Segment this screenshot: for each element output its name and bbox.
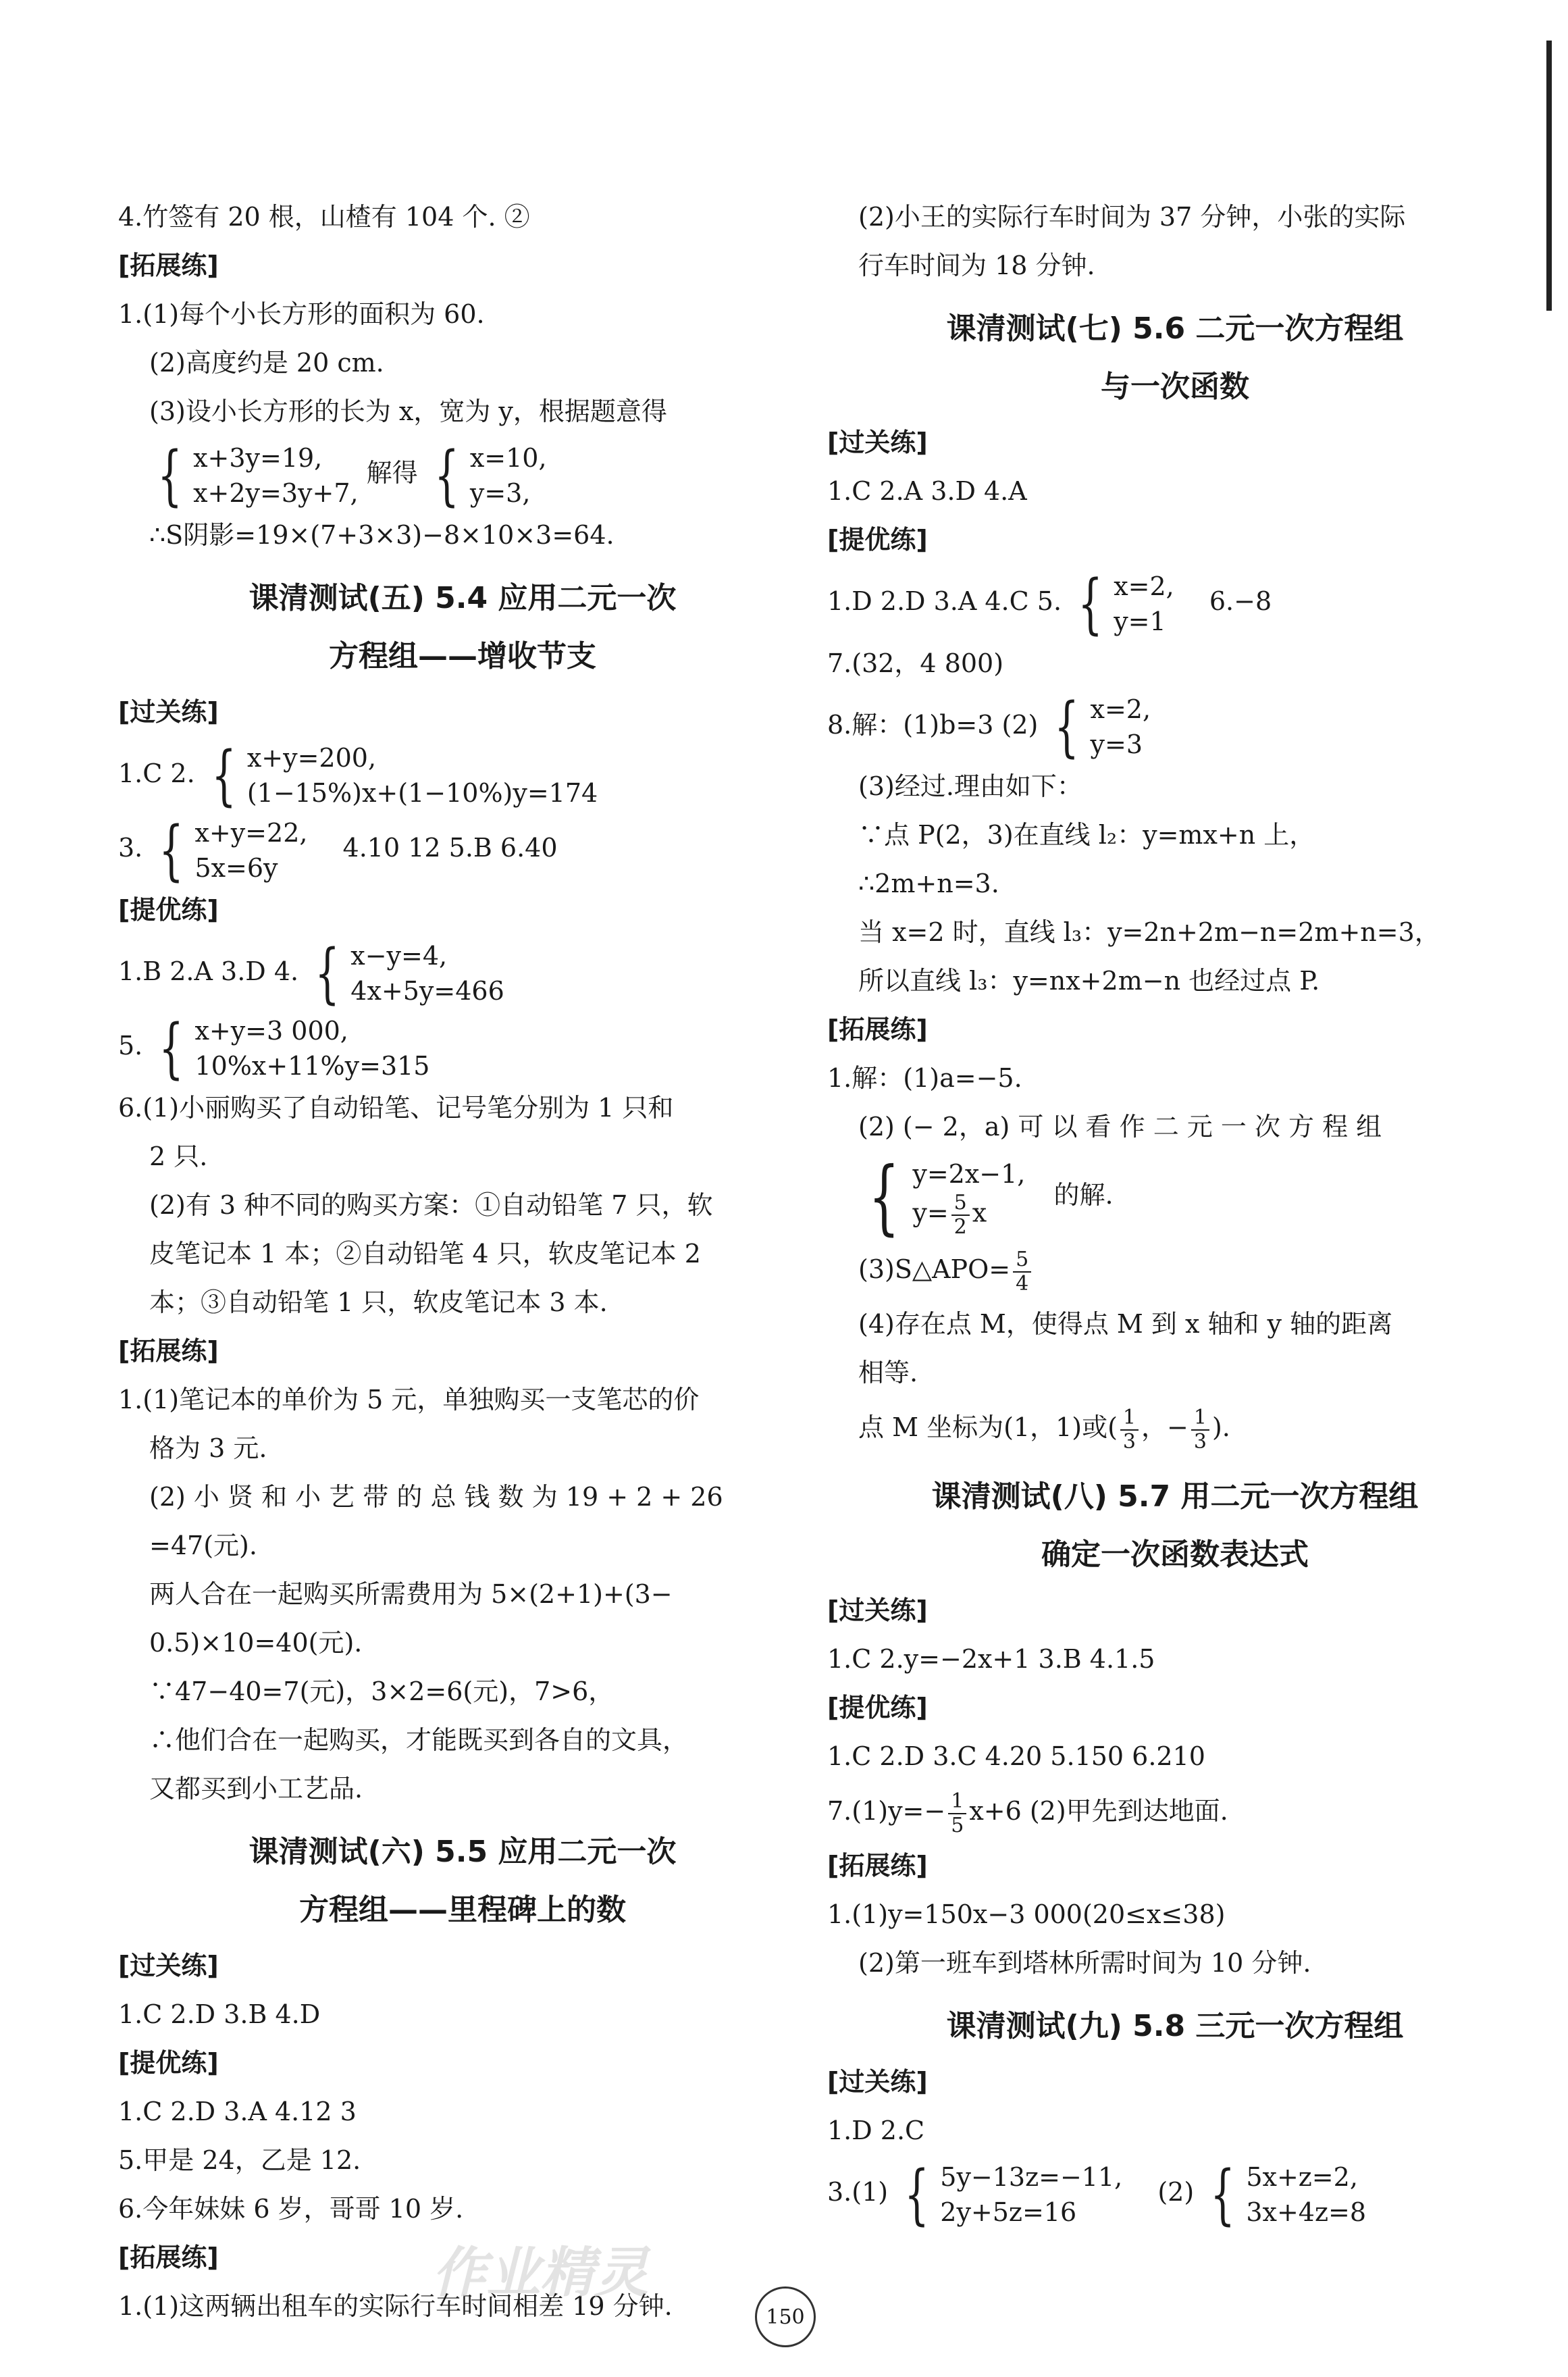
right-column bbox=[827, 193, 1523, 2230]
text-line: 皮笔记本 1 本；②自动铅笔 4 只，软皮笔记本 2 bbox=[149, 1238, 701, 1269]
text-line: 6.(1)小丽购买了自动铅笔、记号笔分别为 1 只和 bbox=[118, 1092, 674, 1123]
text-line: 当 x=2 时，直线 l₃：y=2n+2m−n=2m+n=3， bbox=[858, 917, 1440, 947]
text-line: 7.(32，4 800) bbox=[827, 648, 1004, 678]
equation-system-line: 3.(1) { 5y−13z=−11, 2y+5z=16 (2) { 5x+z=2, 3x+4z=8 bbox=[827, 2156, 1367, 2232]
equation-system: { x+3y=19, x+2y=3y+7, bbox=[157, 437, 359, 513]
text-line: ∴他们合在一起购买，才能既买到各自的文具， bbox=[149, 1724, 689, 1755]
equation-system: { x+y=22, 5x=6y bbox=[159, 812, 308, 888]
section-title: 确定一次函数表达式 bbox=[1041, 1537, 1309, 1572]
section-tag: [拓展练] bbox=[827, 1851, 928, 1881]
section-title: 课清测试(八) 5.7 用二元一次方程组 bbox=[931, 1479, 1419, 1514]
text-line: (2)有 3 种不同的购买方案：①自动铅笔 7 只，软 bbox=[149, 1190, 713, 1220]
section-tag: [提优练] bbox=[118, 2047, 219, 2078]
text-line: ∵47−40=7(元)，3×2=6(元)，7>6， bbox=[149, 1676, 615, 1706]
equation-system: { 5x+z=2, 3x+4z=8 bbox=[1210, 2156, 1367, 2232]
text-line: 5.甲是 24，乙是 12. bbox=[118, 2145, 361, 2175]
fraction: $\frac{5}{2}$ bbox=[951, 1192, 970, 1239]
text-line: 两人合在一起购买所需费用为 5×(2+1)+(3− bbox=[149, 1579, 673, 1609]
equation-system: { x−y=4, 4x+5y=466 bbox=[315, 936, 504, 1011]
section-title: 课清测试(五) 5.4 应用二元一次 bbox=[249, 580, 677, 615]
text-line: 1.C 2.D 3.B 4.D bbox=[118, 1999, 321, 2029]
text-line: 1.C 2.y=−2x+1 3.B 4.1.5 bbox=[827, 1644, 1155, 1674]
text-line: (4)存在点 M，使得点 M 到 x 轴和 y 轴的距离 bbox=[858, 1309, 1393, 1339]
text-line: (2) 小 贤 和 小 艺 带 的 总 钱 数 为 19 + 2 + 26 bbox=[149, 1481, 723, 1512]
section-title: 课清测试(七) 5.6 二元一次方程组 bbox=[946, 311, 1404, 346]
left-column bbox=[118, 193, 807, 2330]
text-line: (2)小王的实际行车时间为 37 分钟，小张的实际 bbox=[858, 202, 1406, 232]
equation-system-line: { y=2x−1, y= $\frac{5}{2}$ x 的解. bbox=[827, 1151, 1523, 1239]
text-line: 本；③自动铅笔 1 只，软皮笔记本 3 本. bbox=[149, 1287, 608, 1317]
section-title: 方程组——增收节支 bbox=[329, 638, 596, 673]
equation-system-line: 8.解：(1)b=3 (2) { x=2, y=3 bbox=[827, 689, 1151, 765]
text-line: 点 M 坐标为(1，1)或( $\frac{1}{3}$ ，− $\frac{1}{3}$ ). bbox=[858, 1405, 1230, 1454]
text-line: (2)第一班车到塔林所需时间为 10 分钟. bbox=[858, 1948, 1311, 1978]
text-line: 0.5)×10=40(元). bbox=[149, 1627, 363, 1658]
section-tag: [拓展练] bbox=[118, 1335, 219, 1366]
text-line: 行车时间为 18 分钟. bbox=[858, 251, 1095, 280]
equation-system: { x+y=3 000, 10%x+11%y=315 bbox=[159, 1010, 430, 1086]
equation-system-line: 1.C 2. { x+y=200, (1−15%)x+(1−10%)y=174 bbox=[118, 738, 598, 813]
text-line: (2) (− 2，a) 可 以 看 作 二 元 一 次 方 程 组 bbox=[858, 1112, 1382, 1142]
section-tag: [提优练] bbox=[827, 525, 928, 555]
section-tag: [提优练] bbox=[827, 1693, 928, 1722]
text-line: (3)设小长方形的长为 x，宽为 y，根据题意得 bbox=[149, 397, 667, 426]
text-line: (3)经过.理由如下： bbox=[858, 771, 1082, 801]
text-line: (3)S△APO= $\frac{5}{4}$ bbox=[827, 1239, 1523, 1300]
section-tag: [过关练] bbox=[827, 428, 928, 457]
text-line: 1.C 2.A 3.D 4.A bbox=[827, 476, 1027, 506]
equation-system: { 5y−13z=−11, 2y+5z=16 bbox=[904, 2156, 1123, 2232]
text-line: ∴S阴影=19×(7+3×3)−8×10×3=64. bbox=[149, 519, 615, 550]
text-line: 所以直线 l₃：y=nx+2m−n 也经过点 P. bbox=[858, 966, 1320, 996]
section-title: 课清测试(九) 5.8 三元一次方程组 bbox=[946, 2009, 1404, 2043]
text-line: 格为 3 元. bbox=[149, 1433, 267, 1463]
equation-system: { y=2x−1, y= $\frac{5}{2}$ x bbox=[868, 1150, 1026, 1244]
section-title: 方程组——里程碑上的数 bbox=[299, 1892, 626, 1927]
equation-system-line: 1.D 2.D 3.A 4.C 5. { x=2, y=1 6.−8 bbox=[827, 565, 1272, 642]
section-title: 与一次函数 bbox=[1101, 369, 1249, 404]
text-line: 6.今年妹妹 6 岁，哥哥 10 岁. bbox=[118, 2193, 464, 2224]
text-line: =47(元). bbox=[149, 1530, 257, 1560]
fraction: $\frac{1}{3}$ bbox=[1191, 1406, 1209, 1454]
equation-system-line: 5. { x+y=3 000, 10%x+11%y=315 bbox=[118, 1010, 430, 1086]
text-line: 又都买到小工艺品. bbox=[149, 1773, 363, 1804]
text-line: 1.(1)y=150x−3 000(20≤x≤38) bbox=[827, 1899, 1226, 1929]
equation-system: { x+y=200, (1−15%)x+(1−10%)y=174 bbox=[211, 738, 598, 813]
equation-system-line: 3. { x+y=22, 5x=6y 4.10 12 5.B 6.40 bbox=[118, 812, 558, 888]
edge-mark bbox=[1546, 41, 1552, 311]
section-tag: [过关练] bbox=[118, 696, 219, 727]
section-title: 课清测试(六) 5.5 应用二元一次 bbox=[249, 1834, 677, 1869]
section-tag: [过关练] bbox=[827, 2067, 928, 2097]
section-tag: [拓展练] bbox=[118, 2242, 219, 2272]
section-tag: [拓展练] bbox=[118, 251, 219, 280]
fraction: $\frac{5}{4}$ bbox=[1013, 1248, 1031, 1296]
section-tag: [过关练] bbox=[118, 1950, 219, 1980]
watermark: 作业精灵 bbox=[432, 2241, 648, 2304]
fraction: $\frac{1}{5}$ bbox=[948, 1790, 966, 1837]
text-line: 1.D 2.C bbox=[827, 2116, 925, 2145]
text-line: 4.竹签有 20 根，山楂有 104 个. ② bbox=[118, 202, 530, 232]
equation-system: { x=2, y=1 bbox=[1078, 565, 1174, 642]
section-tag: [提优练] bbox=[118, 894, 219, 925]
text-line: ∵点 P(2，3)在直线 l₂：y=mx+n 上， bbox=[858, 820, 1315, 850]
text-line: 2 只. bbox=[149, 1141, 208, 1171]
section-tag: [过关练] bbox=[827, 1595, 928, 1625]
equation-system-line: { x+3y=19, x+2y=3y+7, 解得 { x=10, y=3, bbox=[118, 436, 807, 511]
text-line: 1.解：(1)a=−5. bbox=[827, 1063, 1022, 1093]
fraction: $\frac{1}{3}$ bbox=[1120, 1406, 1139, 1454]
equation-system: { x=10, y=3, bbox=[434, 437, 547, 513]
text-line: ∴2m+n=3. bbox=[858, 869, 999, 898]
page-number: 150 bbox=[755, 2286, 816, 2347]
equation-system-line: 1.B 2.A 3.D 4. { x−y=4, 4x+5y=466 bbox=[118, 936, 504, 1011]
text-line: 1.(1)每个小长方形的面积为 60. bbox=[118, 299, 485, 329]
equation-system: { x=2, y=3 bbox=[1054, 689, 1151, 765]
section-tag: [拓展练] bbox=[827, 1015, 928, 1044]
text-line: 1.(1)笔记本的单价为 5 元，单独购买一支笔芯的价 bbox=[118, 1384, 700, 1414]
text-line: 1.(1)这两辆出租车的实际行车时间相差 19 分钟. bbox=[118, 2291, 673, 2321]
text-line: 相等. bbox=[858, 1358, 918, 1387]
text-line: 7.(1)y=− $\frac{1}{5}$ x+6 (2)甲先到达地面. bbox=[827, 1789, 1228, 1837]
text-line: (2)高度约是 20 cm. bbox=[149, 348, 384, 378]
text-line: 1.C 2.D 3.A 4.12 3 bbox=[118, 2096, 357, 2126]
text-line: 1.C 2.D 3.C 4.20 5.150 6.210 bbox=[827, 1741, 1205, 1771]
